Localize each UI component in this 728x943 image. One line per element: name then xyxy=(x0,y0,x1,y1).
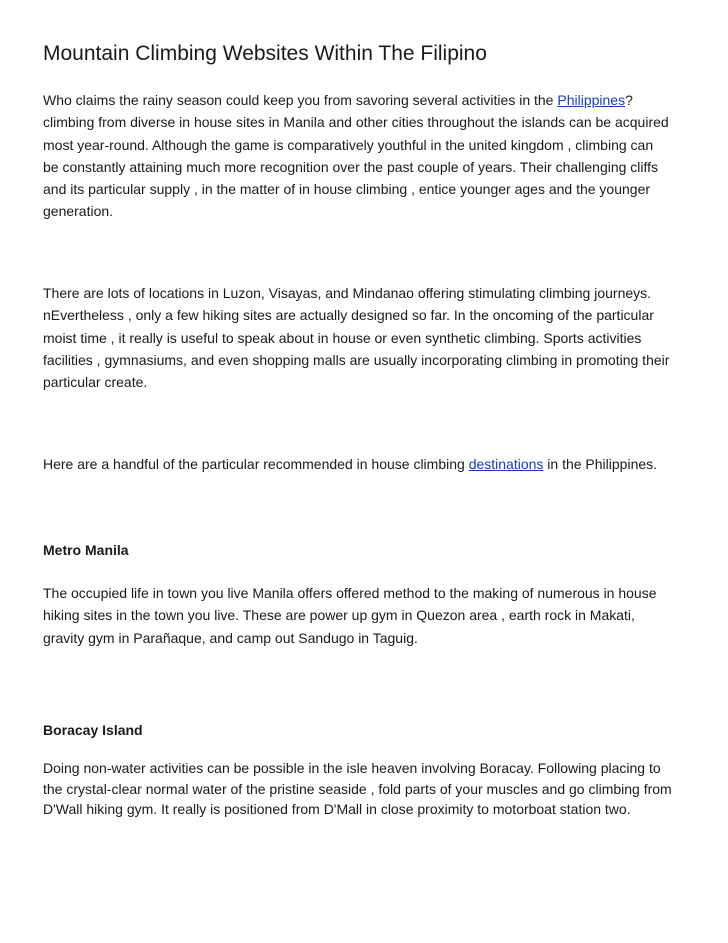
paragraph-line xyxy=(43,453,688,475)
section-heading-metro-manila: Metro Manila xyxy=(43,542,129,558)
boracay-paragraph xyxy=(43,758,688,820)
paragraph-line: hiking sites in the town you live. These are power up gym in Quezon area , earth rock in Makati, xyxy=(43,607,635,624)
paragraph-line: gravity gym in Parañaque, and camp out Sandugo in Taguig. xyxy=(43,629,418,646)
paragraph-line: facilities , gymnasiums, and even shopping malls are usually incorporating climbing in promoting their xyxy=(43,351,670,368)
paragraph-text: in the Philippines. xyxy=(543,456,658,472)
paragraph-text: Who claims the rainy season could keep you from savoring several activities in the xyxy=(43,92,558,108)
paragraph-line: most year-round. Although the game is comparatively youthful in the united kingdom , climbing can xyxy=(43,136,654,153)
philippines-link[interactable]: Philippines xyxy=(557,92,626,108)
paragraph-text: ? xyxy=(625,92,633,108)
recommendations-paragraph xyxy=(43,453,688,475)
metro-manila-paragraph xyxy=(43,582,688,649)
paragraph-line: particular create. xyxy=(43,374,148,391)
intro-paragraph xyxy=(43,89,688,223)
paragraph-line: climbing from diverse in house sites in Manila and other cities throughout the islands can be acquired xyxy=(43,114,669,131)
page-title: Mountain Climbing Websites Within The Filipino xyxy=(43,42,487,65)
paragraph-line: and its particular supply , in the matter of in house climbing , entice younger ages and the younger xyxy=(43,181,651,198)
paragraph-line xyxy=(43,89,688,111)
paragraph-line: D'Wall hiking gym. It really is positioned from D'Mall in close proximity to motorboat station two. xyxy=(43,801,631,817)
paragraph-line: Doing non-water activities can be possible in the isle heaven involving Boracay. Following placing to xyxy=(43,760,661,776)
paragraph-line: be constantly attaining much more recognition over the past couple of years. Their challenging cliffs xyxy=(43,158,659,175)
locations-paragraph xyxy=(43,282,688,393)
paragraph-text: Here are a handful of the particular recommended in house climbing xyxy=(43,456,469,472)
paragraph-line: the crystal-clear normal water of the pristine seaside , fold parts of your muscles and go climbing from xyxy=(43,780,672,797)
paragraph-line: moist time , it really is useful to speak about in house or even synthetic climbing. Sports activities xyxy=(43,329,642,346)
paragraph-line: nEvertheless , only a few hiking sites are actually designed so far. In the oncoming of the particular xyxy=(43,307,654,324)
paragraph-line: generation. xyxy=(43,203,114,220)
section-heading-boracay: Boracay Island xyxy=(43,722,143,738)
destinations-link[interactable]: destinations xyxy=(468,456,544,472)
paragraph-line: There are lots of locations in Luzon, Visayas, and Mindanao offering stimulating climbing journeys. xyxy=(43,285,652,301)
paragraph-line: The occupied life in town you live Manila offers offered method to the making of numerous in house xyxy=(43,585,657,601)
